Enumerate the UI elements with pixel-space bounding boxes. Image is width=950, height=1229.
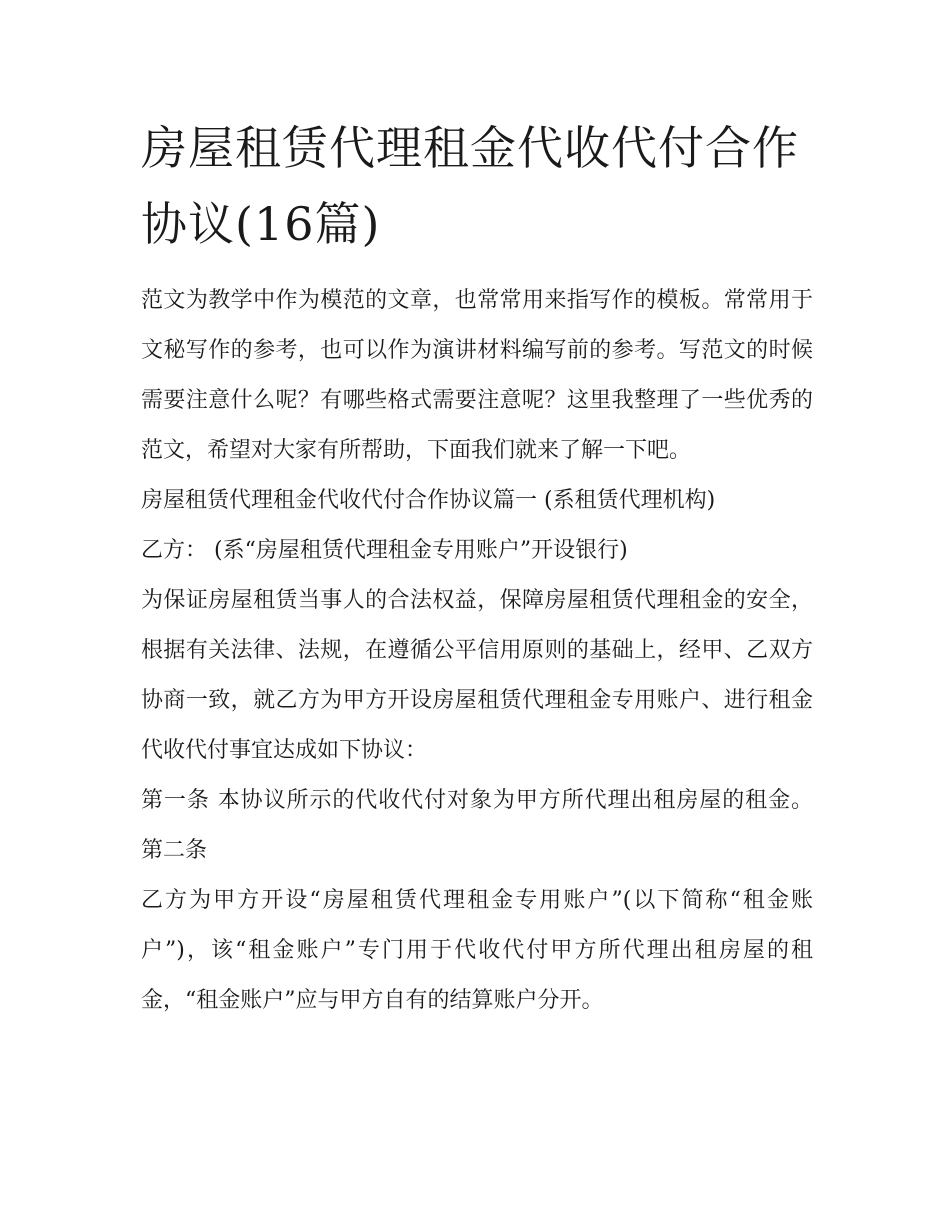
document-body <box>141 110 813 1026</box>
section-heading-paragraph: 房屋租赁代理租金代收代付合作协议篇一 (系租赁代理机构) <box>141 488 716 513</box>
article-two-paragraph: 乙方为甲方开设“房屋租赁代理租金专用账户”(以下简称“租金账户”)，该“租金账户”专门用于代收代付甲方所代理出租房屋的租金，“租金账户”应与甲方自有的结算账户分开。 <box>141 888 813 1013</box>
title-spacer <box>141 266 813 276</box>
article-one-paragraph: 第一条 本协议所示的代收代付对象为甲方所代理出租房屋的租金。 第二条 <box>141 788 813 863</box>
intro-paragraph: 范文为教学中作为模范的文章，也常常用来指写作的模板。常常用于文秘写作的参考，也可以作为演讲材料编写前的参考。写范文的时候需要注意什么呢？有哪些格式需要注意呢？这里我整理了一些优秀的范文，希望对大家有所帮助，下面我们就来了解一下吧。 <box>141 288 813 463</box>
document-title: 房屋租赁代理租金代收代付合作协议(16篇) <box>141 121 799 251</box>
party-b-paragraph: 乙方： (系“房屋租赁代理租金专用账户”开设银行) <box>141 538 628 563</box>
purpose-paragraph: 为保证房屋租赁当事人的合法权益，保障房屋租赁代理租金的安全，根据有关法律、法规，在遵循公平信用原则的基础上，经甲、乙双方协商一致，就乙方为甲方开设房屋租赁代理租金专用账户、进行租金代收代付事宜达成如下协议： <box>141 588 813 763</box>
